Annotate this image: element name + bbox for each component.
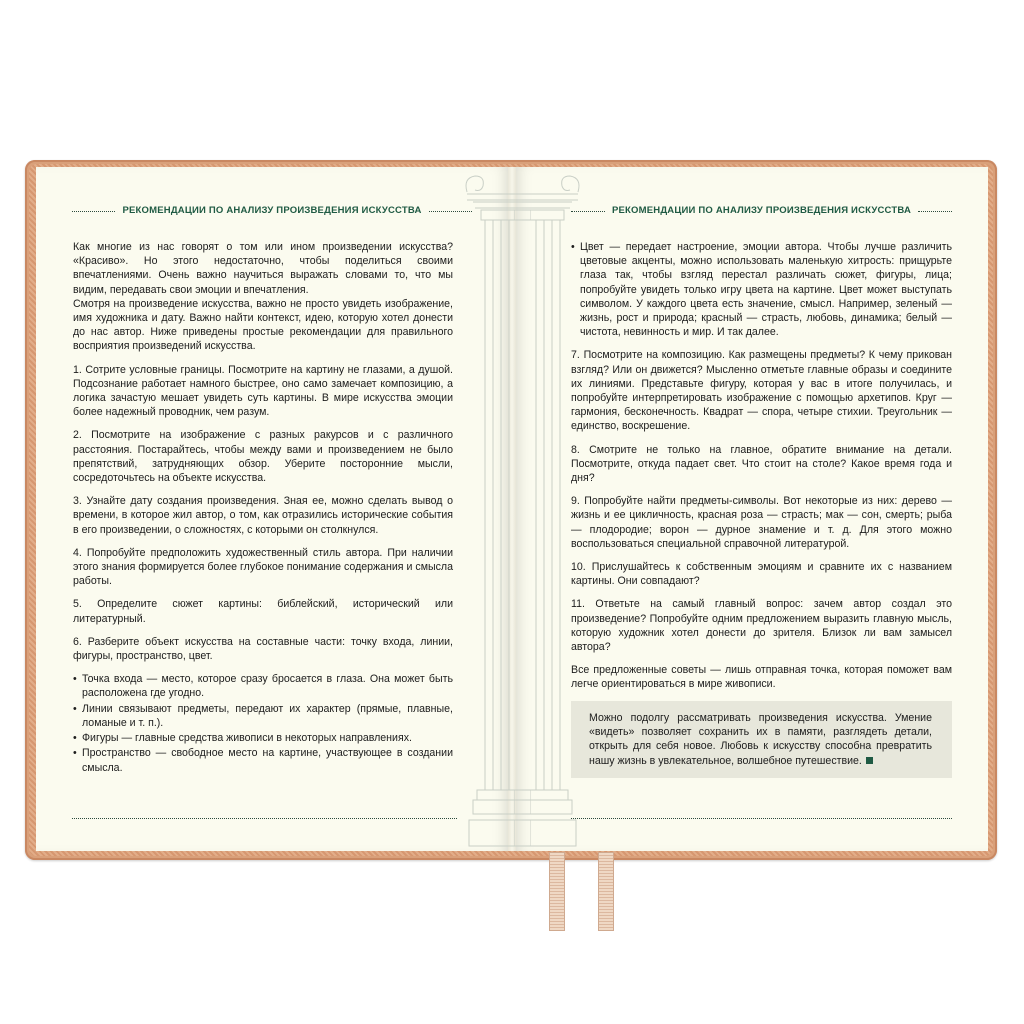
composition-parts-list bbox=[73, 672, 453, 774]
list-item-entry-point: • Точка входа — место, которое сразу бросается в глаза. Она может быть расположена где угодно. bbox=[73, 672, 453, 700]
recommendation-4: 4. Попробуйте предположить художественный стиль автора. При наличии этого знания формируется более глубокое понимание содержания и смысла работы. bbox=[73, 546, 453, 588]
recommendation-8: 8. Смотрите не только на главное, обратите внимание на детали. Посмотрите, откуда падает свет. Что стоит на столе? Какое время года и дня? bbox=[571, 443, 952, 485]
highlight-note-box bbox=[571, 701, 952, 778]
left-page-title: РЕКОМЕНДАЦИИ ПО АНАЛИЗУ ПРОИЗВЕДЕНИЯ ИСКУССТВА bbox=[122, 204, 422, 216]
recommendation-7: 7. Посмотрите на композицию. Как размещены предметы? К чему прикован взгляд? Или он движется? Мысленно отметьте главные образы и соедините их линиями. Представьте фигуру, которая у вас в итоге получилась, и попробуйте интерпретировать изображение с помощью архетипов. Круг — гармония, бесконечность. Квадрат — спора, четыре стихии. Треугольник — единство, воскрешение. bbox=[571, 349, 952, 433]
list-item-figures: • Фигуры — главные средства живописи в некоторых направлениях. bbox=[73, 731, 453, 745]
recommendation-11: 11. Ответьте на самый главный вопрос: зачем автор создал это произведение? Попробуйте одним предложением выразить главную мысль, которую художник хотел донести до зрителя. Близок ли вам замысел автора? bbox=[571, 598, 952, 654]
recommendation-9: 9. Попробуйте найти предметы-символы. Вот некоторые из них: дерево — жизнь и ее цикличность, красная роза — страсть; мак — сон, смерть; рыба — плодородие; ворон — дурное знамение и т. д. Для этого можно воспользоваться специальной справочной литературой. bbox=[571, 495, 952, 550]
left-page-body bbox=[73, 240, 453, 776]
header-rule-right bbox=[918, 211, 952, 212]
recommendation-6: 6. Разберите объект искусства на составные части: точку входа, линии, фигуры, пространство, цвет. bbox=[73, 635, 453, 663]
right-page-title: РЕКОМЕНДАЦИИ ПО АНАЛИЗУ ПРОИЗВЕДЕНИЯ ИСКУССТВА bbox=[611, 204, 912, 216]
right-page-header bbox=[571, 202, 952, 218]
note-text: Можно подолгу рассматривать произведения искусства. Умение «видеть» позволяет сохранить их в памяти, разглядеть детали, открыть для себя новое. Любовь к искусству способна превратить нашу жизнь в увлекательное, волшебное путешествие. bbox=[589, 712, 932, 767]
closing-paragraph: Все предложенные советы — лишь отправная точка, которая поможет вам легче ориентироваться в мире живописи. bbox=[571, 664, 952, 691]
list-item-space: • Пространство — свободное место на картине, участвующее в создании смысла. bbox=[73, 746, 453, 774]
color-list bbox=[571, 240, 952, 339]
list-item-lines: • Линии связывают предметы, передают их характер (прямые, плавные, ломаные и т. п.). bbox=[73, 702, 453, 730]
recommendation-10: 10. Прислушайтесь к собственным эмоциям и сравните их с названием картины. Они совпадают? bbox=[571, 561, 952, 588]
recommendation-1: 1. Сотрите условные границы. Посмотрите на картину не глазами, а душой. Подсознание работает намного быстрее, оно само замечает композицию, а логика зачастую мешает увидеть суть картины. В мире искусства эмоции более надежный проводник, чем разум. bbox=[73, 363, 453, 419]
bookmark-ribbon-2[interactable] bbox=[599, 853, 613, 930]
end-square-icon bbox=[866, 757, 873, 764]
recommendation-2: 2. Посмотрите на изображение с разных ракурсов и с различного расстояния. Постарайтесь, чтобы между вами и произведением не было препятствий, затрудняющих обзор. Уберите посторонние мысли, сосредоточьтесь на объекте искусства. bbox=[73, 429, 453, 485]
left-page-footer-rule bbox=[72, 818, 457, 819]
list-item-color: • Цвет — передает настроение, эмоции автора. Чтобы лучше различить цветовые акценты, можно использовать маленькую хитрость: прищурьте глаза так, чтобы взгляд перестал различать сюжет, фигуры, лица; попробуйте увидеть только игру цвета на картине. Цвет может выступать символом. У каждого цвета есть значение, смысл. Например, зеленый — жизнь, рост и природа; красный — страсть, любовь, динамика; белый — чистота, невинность и мир. И так далее. bbox=[571, 240, 952, 339]
intro-paragraph-1: Как многие из нас говорят о том или ином произведении искусства? «Красиво». Но этого недостаточно, чтобы поделиться своими впечатлениями. Очень важно научиться выражать словами то, что мы видим, передавать свои эмоции и впечатления. bbox=[73, 241, 453, 296]
right-page-footer-rule bbox=[571, 818, 952, 819]
recommendation-3: 3. Узнайте дату создания произведения. Зная ее, можно сделать вывод о времени, в которое жил автор, о том, как отразились исторические события в его произведении, о сложностях, с которыми он столкнулся. bbox=[73, 495, 453, 536]
header-rule-left bbox=[571, 211, 605, 212]
bookmark-ribbon-1[interactable] bbox=[550, 853, 564, 930]
right-page-body bbox=[571, 240, 952, 701]
intro-paragraph-2: Смотря на произведение искусства, важно не просто увидеть изображение, имя художника и дату. Важно найти контекст, идею, которую хотел донести до нас автор. Ниже приведены простые рекомендации для правильного восприятия произведений искусства. bbox=[73, 297, 453, 353]
left-page-header bbox=[72, 202, 472, 218]
recommendation-5: 5. Определите сюжет картины: библейский, исторический или литературный. bbox=[73, 598, 453, 625]
header-rule-right bbox=[429, 211, 472, 212]
header-rule-left bbox=[72, 211, 115, 212]
